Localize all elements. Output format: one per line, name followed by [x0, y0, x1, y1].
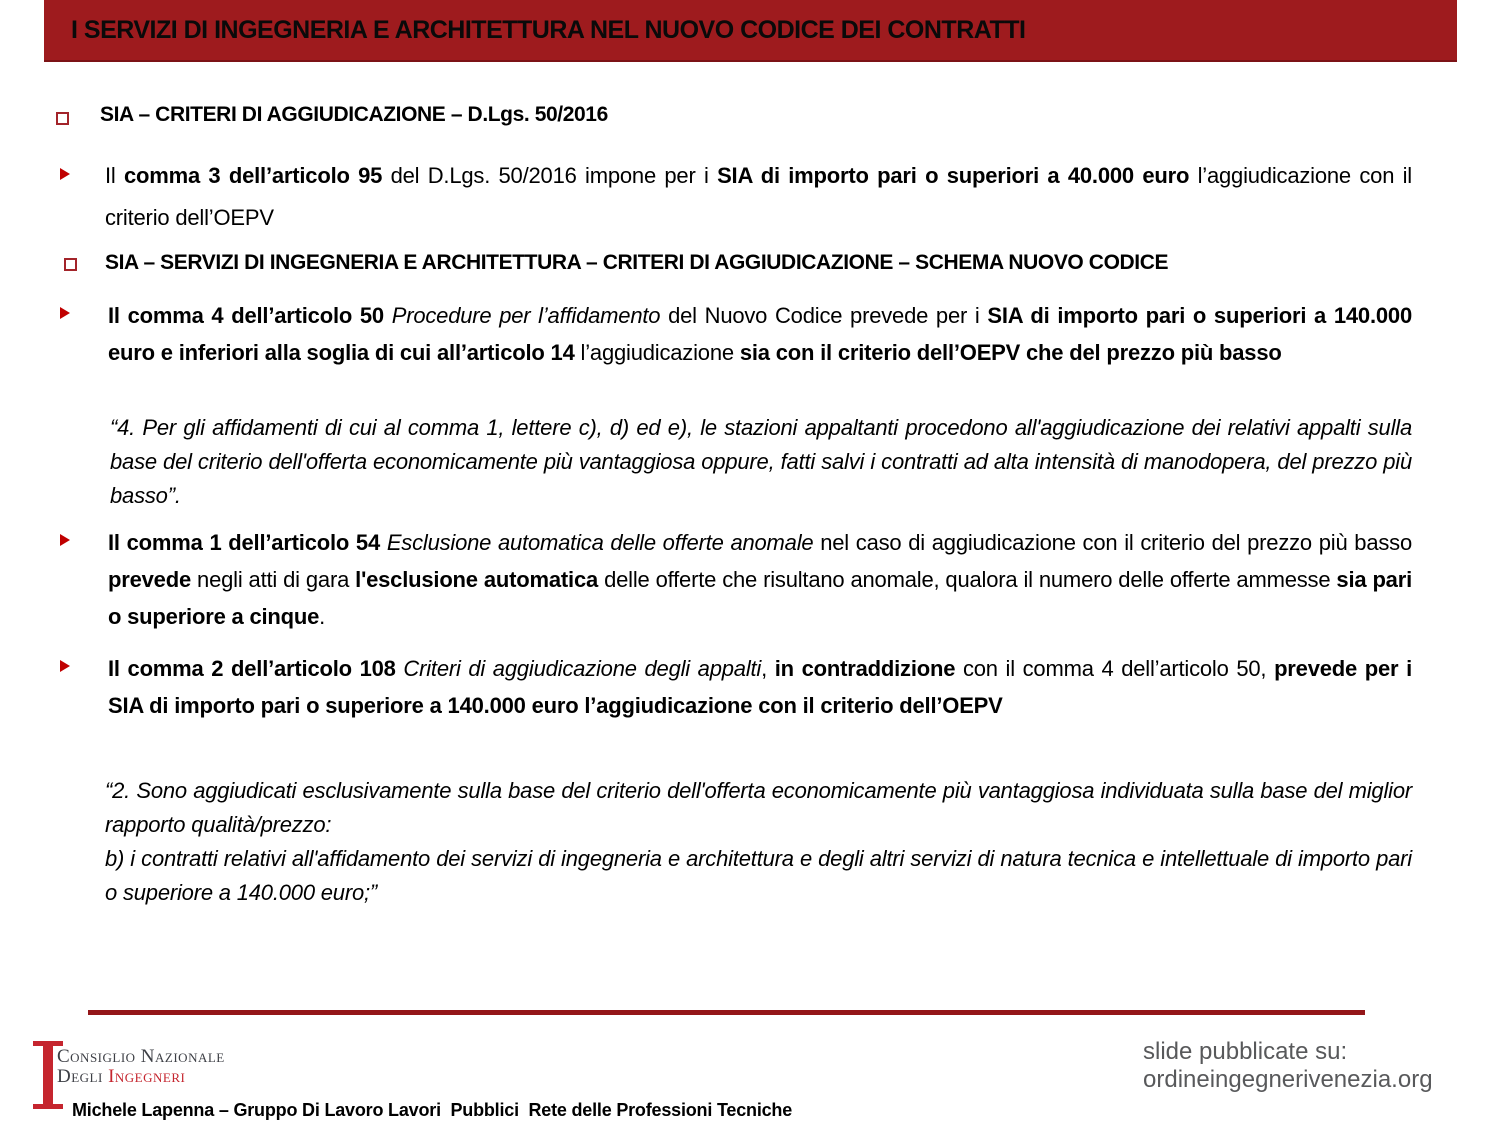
bullet-square-icon [56, 112, 69, 125]
paragraph-comma4-articolo50: Il comma 4 dell’articolo 50 Procedure per l’affidamento del Nuovo Codice prevede per i SIA di importo pari o superiori a 140.000 euro e inferiori alla soglia di cui all’articolo 14 l’aggiudicazione sia con il criterio dell’OEPV che del prezzo più basso [108, 303, 1412, 365]
paragraph-comma1-articolo54: Il comma 1 dell’articolo 54 Esclusione automatica delle offerte anomale nel caso di aggiudicazione con il criterio del prezzo più basso prevede negli atti di gara l'esclusione automatica delle offerte che risultano anomale, qualora il numero delle offerte ammesse sia pari o superiore a cinque. [108, 530, 1413, 629]
logo-line2-dark: Degli [57, 1066, 109, 1087]
section-heading-criteri-aggiudicazione: SIA – CRITERI DI AGGIUDICAZIONE – D.Lgs. 50/2016 [100, 103, 608, 126]
logo-serif-bottom [33, 1104, 63, 1109]
logo-line1: Consiglio Nazionale [57, 1046, 225, 1067]
quote-articolo108-comma2: “2. Sono aggiudicati esclusivamente sulla base del criterio dell'offerta economicamente più vantaggiosa individuata sulla base del miglior rapporto qualità/prezzo: b) i contratti relativi all'affidamento dei servizi di ingegneria e architettura e degli altri servizi di natura tecnica e intellettuale di importo pari o superiore a 140.000 euro;” [105, 778, 1412, 905]
bullet-arrow-icon [60, 307, 70, 319]
section-heading-schema-nuovo-codice: SIA – SERVIZI DI INGEGNERIA E ARCHITETTURA – CRITERI DI AGGIUDICAZIONE – SCHEMA NUOVO CODICE [105, 251, 1169, 274]
slide-title-bar [44, 0, 1457, 62]
bullet-arrow-icon [60, 660, 70, 672]
logo-line2-red: Ingegneri [108, 1066, 186, 1087]
paragraph-comma3-articolo95: Il comma 3 dell’articolo 95 del D.Lgs. 50/2016 impone per i SIA di importo pari o superiori a 40.000 euro l’aggiudicazione con il criterio dell’OEPV [105, 163, 1412, 230]
paragraph-comma2-articolo108: Il comma 2 dell’articolo 108 Criteri di aggiudicazione degli appalti, in contraddizione con il comma 4 dell’articolo 50, prevede per i SIA di importo pari o superiore a 140.000 euro l’aggiudicazione con il criterio dell’OEPV [108, 656, 1413, 718]
quote-articolo50-comma4: “4. Per gli affidamenti di cui al comma 1, lettere c), d) ed e), le stazioni appaltanti procedono all'aggiudicazione dei relativi appalti sulla base del criterio dell'offerta economicamente più vantaggiosa oppure, fatti salvi i contratti ad alta intensità di manodopera, del prezzo più basso”. [110, 415, 1412, 508]
bullet-arrow-icon [60, 168, 70, 180]
author-credit: Michele Lapenna – Gruppo Di Lavoro Lavori Pubblici Rete delle Professioni Tecniche [72, 1100, 793, 1120]
published-on-note [1143, 1038, 1433, 1094]
bullet-arrow-icon [60, 534, 70, 546]
footer-divider-line [88, 1010, 1365, 1015]
published-site: ordineingegnerivenezia.org [1143, 1066, 1433, 1093]
bullet-square-icon [64, 258, 77, 271]
logo-stem [43, 1045, 53, 1105]
slide-title: I SERVIZI DI INGEGNERIA E ARCHITETTURA NEL NUOVO CODICE DEI CONTRATTI [71, 15, 1026, 44]
cni-logo-text [57, 1047, 225, 1087]
published-label: slide pubblicate su: [1143, 1038, 1348, 1065]
